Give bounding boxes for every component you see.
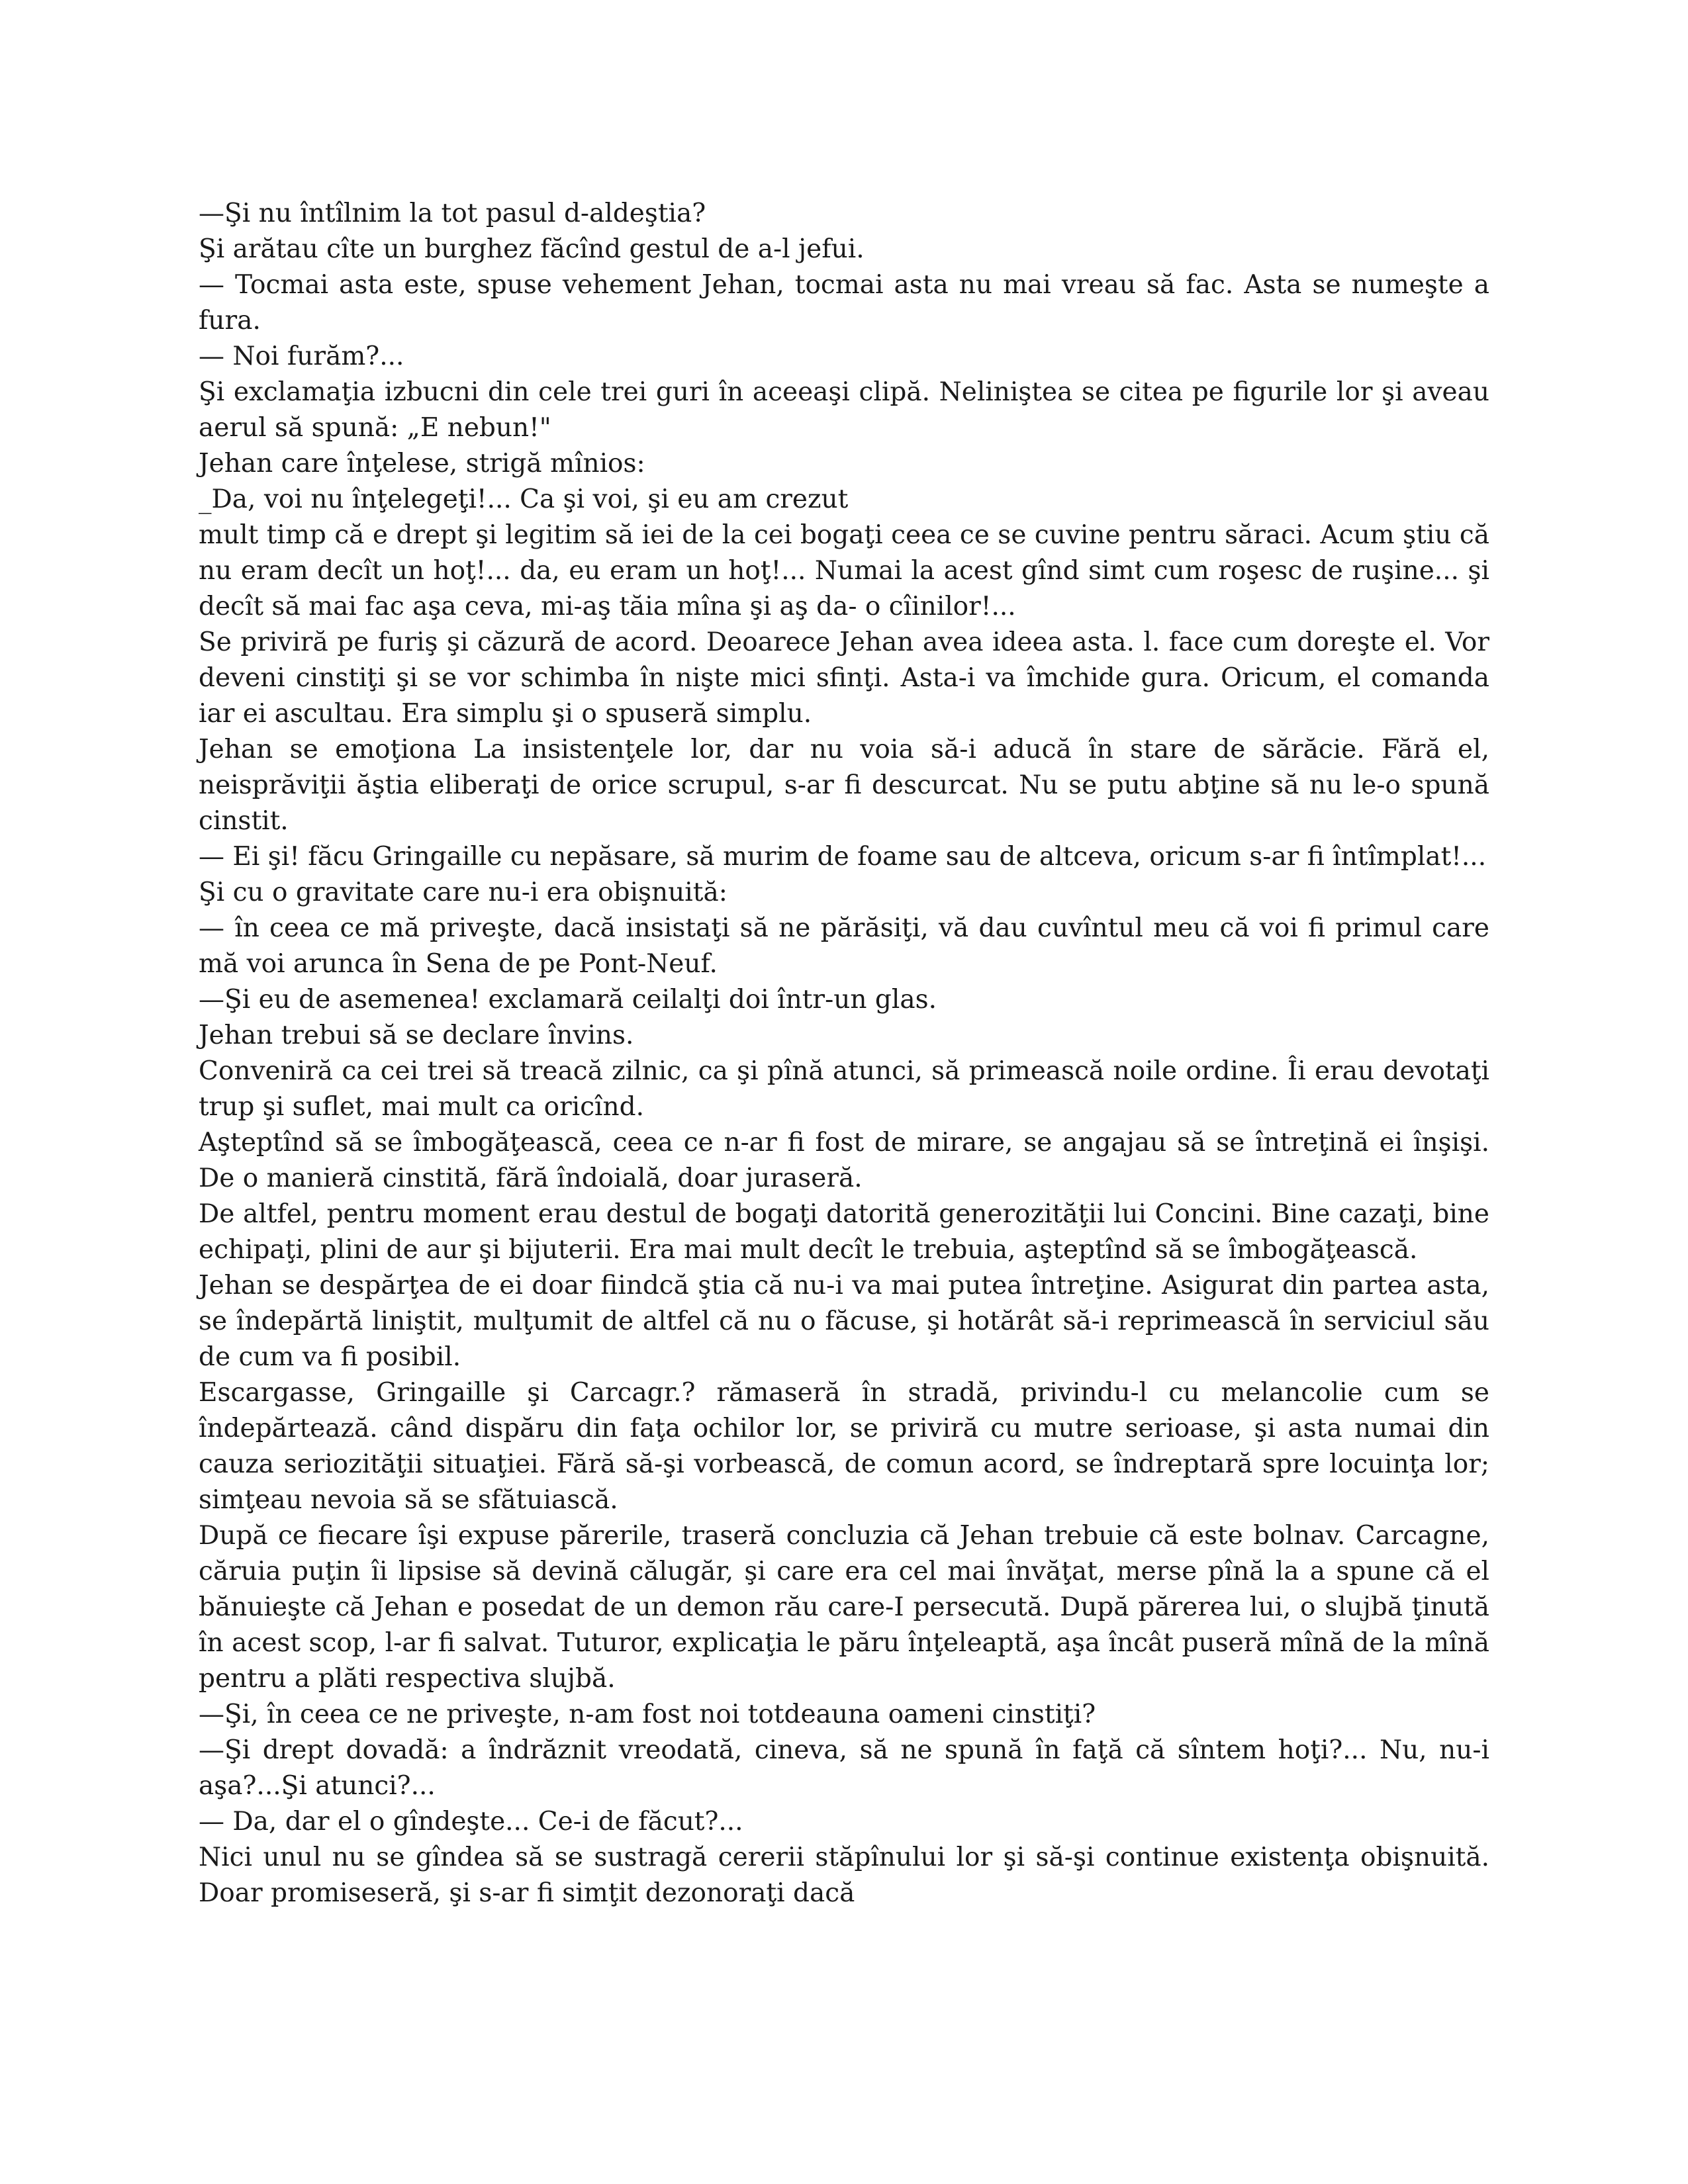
paragraph-13: — în ceea ce mă priveşte, dacă insistaţi să ne părăsiţi, vă dau cuvîntul meu că voi fi primul care mă voi arunca în Sena de pe Pont-Neuf. — [199, 913, 1489, 979]
paragraph-14: —Şi eu de asemenea! exclamară ceilalţi doi într-un glas. — [199, 985, 937, 1015]
paragraph-4: — Noi furăm?... — [199, 341, 404, 371]
paragraph-9: Se priviră pe furiş şi căzură de acord. Deoarece Jehan avea ideea asta. l. face cum doreşte el. Vor deveni cinstiţi şi se vor schimba în nişte mici sfinţi. Asta-i va îmchide gura. Oricum, el comanda iar ei ascultau. Era simplu şi o spuseră simplu. — [199, 627, 1489, 729]
paragraph-23: —Şi drept dovadă: a îndrăznit vreodată, cineva, să ne spună în faţă că sîntem hoţi?... Nu, nu-i aşa?...Şi atunci?... — [199, 1735, 1489, 1801]
paragraph-22: —Şi, în ceea ce ne priveşte, n-am fost noi totdeauna oameni cinstiţi? — [199, 1700, 1096, 1729]
paragraph-25: Nici unul nu se gîndea să se sustragă cererii stăpînului lor şi să-şi continue existenţa obişnuită. Doar promiseseră, şi s-ar fi simţit dezonoraţi dacă — [199, 1843, 1489, 1908]
paragraph-11: — Ei şi! făcu Gringaille cu nepăsare, să murim de foame sau de altceva, oricum s-ar fi întîmplat!... — [199, 842, 1487, 872]
paragraph-18: De altfel, pentru moment erau destul de bogaţi datorită generozităţii lui Concini. Bine cazaţi, bine echipaţi, plini de aur şi bijuterii. Era mai mult decît le trebuia, aşteptînd să se îmbogăţească. — [199, 1199, 1489, 1265]
paragraph-15: Jehan trebui să se declare învins. — [199, 1021, 634, 1050]
paragraph-3: — Tocmai asta este, spuse vehement Jehan, tocmai asta nu mai vreau să fac. Asta se numeşte a fura. — [199, 270, 1489, 336]
paragraph-6: Jehan care înţelese, strigă mînios: — [199, 449, 645, 478]
paragraph-20: Escargasse, Gringaille şi Carcagr.? rămaseră în stradă, privindu-l cu melancolie cum se îndepărtează. când dispăru din faţa ochilor lor, se priviră cu mutre serioase, şi asta numai din cauza seriozităţii situaţiei. Fără să-şi vorbească, de comun acord, se îndreptară spre locuinţa lor; simţeau nevoia să se sfătuiască. — [199, 1378, 1489, 1515]
paragraph-10: Jehan se emoţiona La insistenţele lor, dar nu voia să-i aducă în stare de sărăcie. Fără el, neisprăviţii ăştia eliberaţi de orice scrupul, s-ar fi descurcat. Nu se putu abţine să nu le-o spună cinstit. — [199, 735, 1489, 836]
paragraph-12: Şi cu o gravitate care nu-i era obişnuită: — [199, 878, 727, 907]
paragraph-8: mult timp că e drept şi legitim să iei de la cei bogaţi ceea ce se cuvine pentru săraci. Acum ştiu că nu eram decît un hoţ!... da, eu eram un hoţ!... Numai la acest gînd simt cum roşesc de ruşine... şi decît să mai fac aşa ceva, mi-aş tăia mîna şi aş da- o cîinilor!... — [199, 520, 1489, 621]
paragraph-24: — Da, dar el o gîndeşte... Ce-i de făcut?... — [199, 1807, 743, 1837]
paragraph-2: Şi arătau cîte un burghez făcînd gestul de a-l jefui. — [199, 234, 865, 264]
body-text — [199, 196, 1489, 1911]
paragraph-1: —Şi nu întîlnim la tot pasul d-aldeştia? — [199, 199, 706, 228]
paragraph-5: Şi exclamaţia izbucni din cele trei guri în aceeaşi clipă. Neliniştea se citea pe figurile lor şi aveau aerul să spună: „E nebun!" — [199, 377, 1489, 443]
paragraph-21: După ce fiecare îşi expuse părerile, traseră concluzia că Jehan trebuie că este bolnav. Carcagne, căruia puţin îi lipsise să devină călugăr, şi care era cel mai învăţat, merse pînă la a spune că el bănuieşte că Jehan e posedat de un demon rău care-I persecută. După părerea lui, o slujbă ţinută în acest scop, l-ar fi salvat. Tuturor, explicaţia le păru înţeleaptă, aşa încât puseră mînă de la mînă pentru a plăti respectiva slujbă. — [199, 1521, 1489, 1694]
paragraph-17: Aşteptînd să se îmbogăţească, ceea ce n-ar fi fost de mirare, se angajau să se întreţină ei înşişi. De o manieră cinstită, fără îndoială, doar juraseră. — [199, 1128, 1489, 1193]
paragraph-16: Conveniră ca cei trei să treacă zilnic, ca şi pînă atunci, să primească noile ordine. Îi erau devotaţi trup şi suflet, mai mult ca oricînd. — [199, 1056, 1489, 1122]
paragraph-19: Jehan se despărţea de ei doar fiindcă ştia că nu-i va mai putea întreţine. Asigurat din partea asta, se îndepărtă liniştit, mulţumit de altfel că nu o făcuse, şi hotărât să-i reprimească în serviciul său de cum va fi posibil. — [199, 1271, 1489, 1372]
paragraph-7: _Da, voi nu înţelegeţi!... Ca şi voi, şi eu am crezut — [199, 484, 849, 514]
